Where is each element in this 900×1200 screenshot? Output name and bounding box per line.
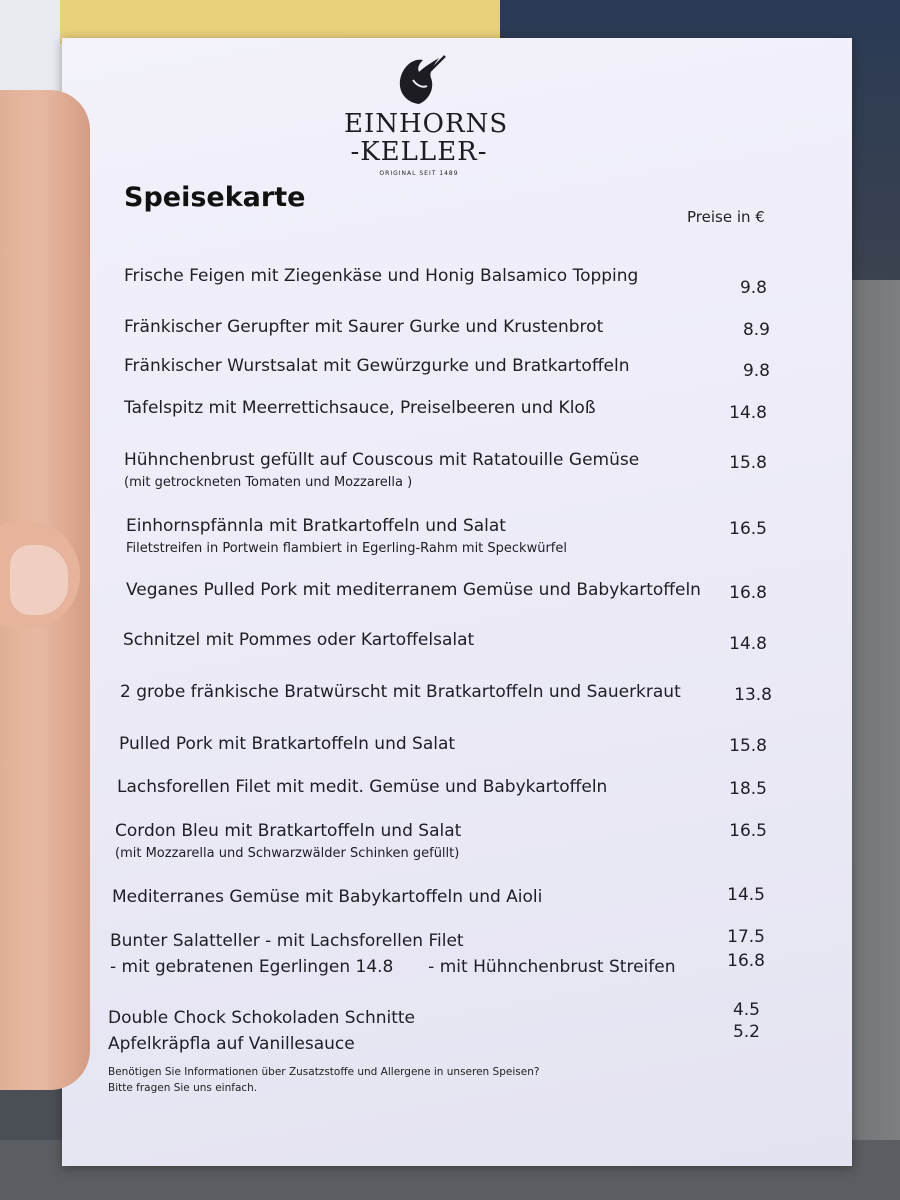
thumbnail [10,545,68,615]
menu-item-price: 18.5 [729,779,767,799]
footer-line-1: Benötigen Sie Informationen über Zusatzstoffe und Allergene in unseren Speisen? [108,1066,540,1078]
menu-item-price: 14.5 [727,885,765,905]
menu-item-description: (mit Mozzarella und Schwarzwälder Schinken gefüllt) [115,846,460,861]
dessert-item [108,1008,415,1028]
menu-item-price: 16.8 [729,583,767,603]
dessert-name: Double Chock Schokoladen Schnitte [108,1008,416,1028]
menu-item-price: 14.8 [729,634,767,654]
menu-item-name: Frische Feigen mit Ziegenkäse und Honig Balsamico Topping [124,266,639,286]
salad-option-egerlinge: - mit gebratenen Egerlingen 14.8 [110,957,394,977]
salad-price-salmon: 17.5 [727,927,765,947]
menu-item [115,821,461,861]
menu-item-name: Hühnchenbrust gefüllt auf Couscous mit Ratatouille Gemüse [124,450,640,470]
dessert-price: 5.2 [732,1022,760,1042]
salad-plate-options [110,957,675,977]
restaurant-logo [344,52,509,177]
menu-item [117,777,607,797]
menu-sheet [62,38,852,1166]
footer-line-2: Bitte fragen Sie uns einfach. [108,1082,258,1094]
menu-item-name: Cordon Bleu mit Bratkartoffeln und Salat [115,821,462,841]
menu-item [124,317,603,337]
menu-item-price: 16.5 [729,519,767,539]
dessert-price: 4.5 [732,1000,760,1020]
menu-item-price: 9.8 [739,278,767,298]
menu-item-name: Tafelspitz mit Meerrettichsauce, Preiselbeeren und Kloß [124,398,596,418]
menu-item-price: 13.8 [734,685,772,705]
menu-title: Speisekarte [124,182,306,213]
menu-item-name: Lachsforellen Filet mit medit. Gemüse und Babykartoffeln [117,777,608,797]
menu-item-price: 15.8 [729,453,767,473]
dessert-item [108,1034,355,1054]
menu-item [126,580,701,600]
menu-item [124,398,596,418]
menu-item-price: 15.8 [729,736,767,756]
menu-item-price: 16.5 [729,821,767,841]
menu-item-price: 9.8 [742,361,770,381]
logo-text-line2: -KELLER- [350,137,488,167]
menu-item [119,734,455,754]
menu-item-name: Veganes Pulled Pork mit mediterranem Gemüse und Babykartoffeln [126,580,701,600]
salad-option-chicken: - mit Hühnchenbrust Streifen [428,957,676,977]
menu-item-name: 2 grobe fränkische Bratwürscht mit Bratkartoffeln und Sauerkraut [120,682,681,702]
menu-item-name: Schnitzel mit Pommes oder Kartoffelsalat [123,630,475,650]
dessert-name: Apfelkräpfla auf Vanillesauce [108,1034,355,1054]
logo-tagline: ORIGINAL SEIT 1489 [379,170,459,177]
salad-plate-item [110,931,464,951]
menu-item-name: Fränkischer Wurstsalat mit Gewürzgurke und Bratkartoffeln [124,356,630,376]
menu-item-description: (mit getrockneten Tomaten und Mozzarella ) [124,475,413,490]
unicorn-icon [389,52,449,108]
menu-item [124,450,639,490]
salad-plate-name: Bunter Salatteller - mit Lachsforellen Filet [110,931,464,951]
logo-text-line1: EINHORNS [344,109,509,139]
menu-item-price: 8.9 [742,320,770,340]
menu-item-name: Mediterranes Gemüse mit Babykartoffeln und Aioli [112,887,543,907]
menu-item [126,516,567,556]
menu-item [124,266,638,286]
salad-price-chicken: 16.8 [727,951,765,971]
price-currency-note: Preise in € [687,208,765,226]
menu-item-price: 14.8 [729,403,767,423]
menu-item [120,682,681,702]
menu-item-name: Fränkischer Gerupfter mit Saurer Gurke und Krustenbrot [124,317,604,337]
allergen-footer-note [108,1064,539,1096]
menu-item-name: Pulled Pork mit Bratkartoffeln und Salat [119,734,456,754]
menu-item-description: Filetstreifen in Portwein flambiert in Egerling-Rahm mit Speckwürfel [126,541,567,556]
menu-item-name: Einhornspfännla mit Bratkartoffeln und Salat [126,516,506,536]
menu-item [124,356,630,376]
menu-item [123,630,474,650]
menu-item [112,887,542,907]
